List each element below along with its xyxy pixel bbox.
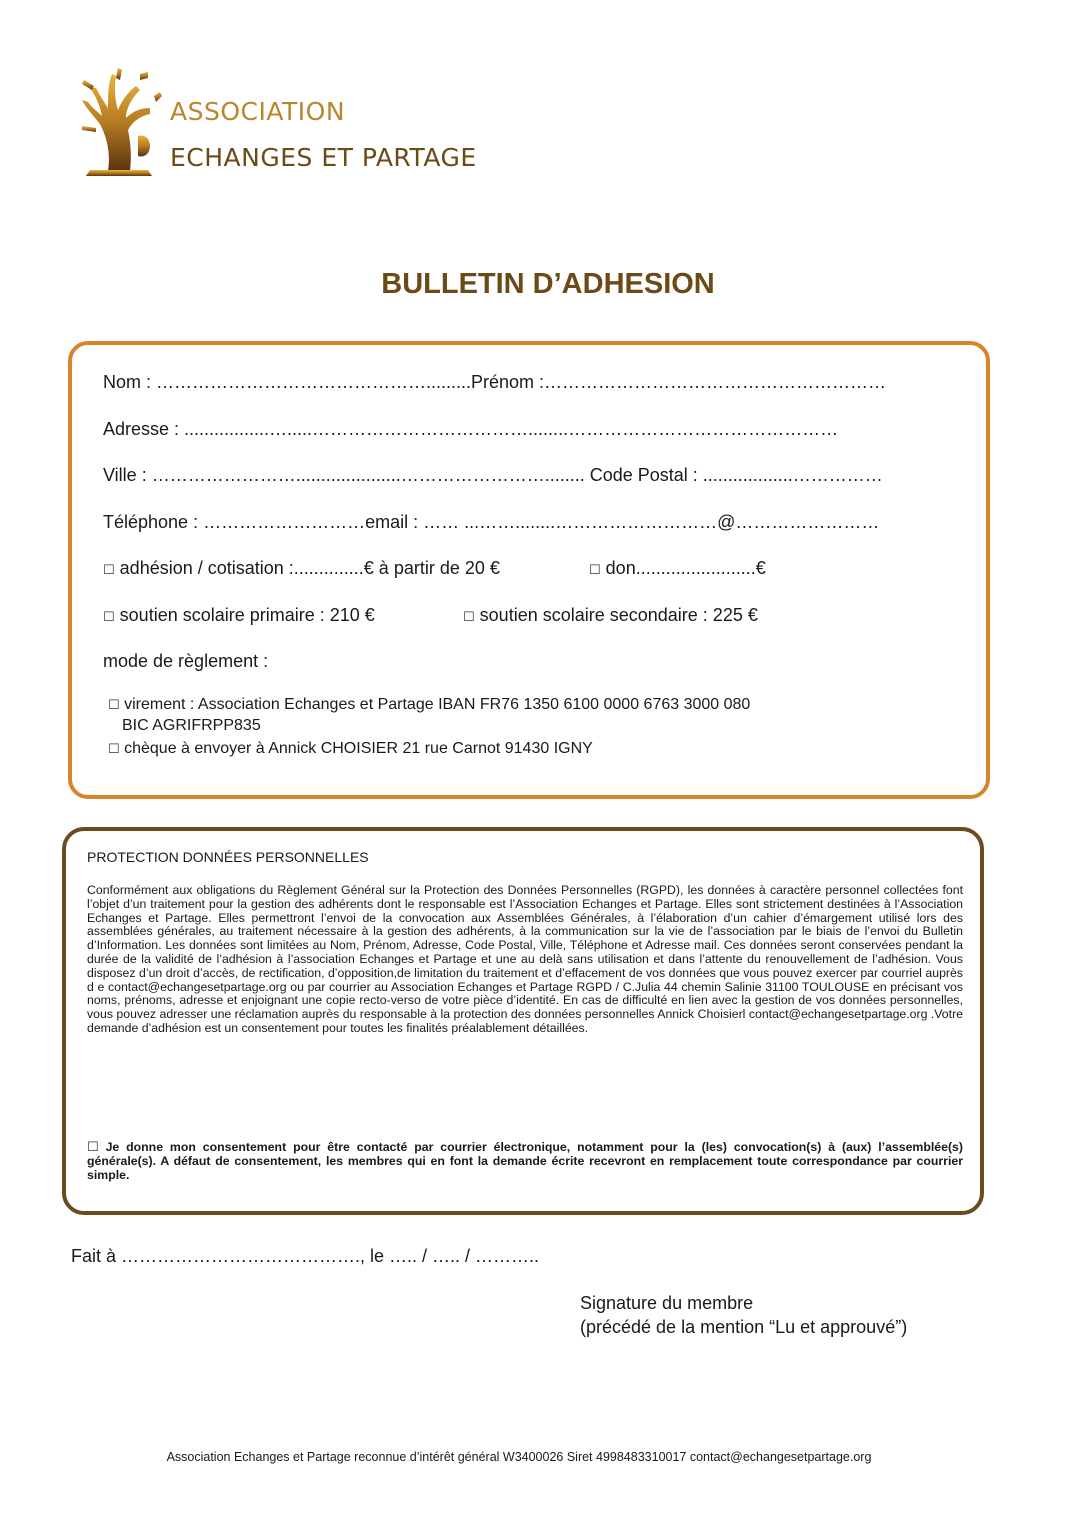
logo-text-association: ASSOCIATION	[170, 97, 346, 126]
bic-label: BIC AGRIFRPP835	[122, 717, 261, 734]
don-option[interactable]	[589, 558, 766, 579]
adhesion-label: adhésion / cotisation :..............€ à partir de 20 €	[119, 558, 500, 578]
checkbox-icon[interactable]: ☐	[103, 610, 115, 625]
secondaire-label: soutien scolaire secondaire : 225 €	[479, 605, 758, 625]
secondaire-option[interactable]	[463, 605, 758, 626]
cheque-label: chèque à envoyer à Annick CHOISIER 21 rue Carnot 91430 IGNY	[124, 740, 593, 757]
mode-reglement-label: mode de règlement :	[103, 651, 269, 671]
nom-prenom-field[interactable]: Nom : ……………………………………….........Prénom :…………………………………………………	[103, 372, 887, 392]
page-title: BULLETIN D’ADHESION	[381, 268, 715, 300]
privacy-text: Conformément aux obligations du Règlement Général sur la Protection des Données Personnelles (RGPD), les données à caractère personnel collectées font l’objet d’un traitement pour la gestion des adhérents dont le responsable est l’Association Echanges et Partage. Elles sont strictement destinées à l’Association Echanges et Partage. Elles permettront l’envoi de la convocation aux Assemblées Générales, à l’élaboration d’un cahier d’émargement utilisé lors des assemblées générales, au traitement nécessaire à la gestion des adhérents, à la communication sur la vie de l’association par le biais de l’envoi du Bulletin d’Information. Les données sont limitées au Nom, Prénom, Adresse, Code Postal, Ville, Téléphone et Adresse mail. Ces données seront conservées pendant la durée de la validité de l’adhésion à l’association Echanges et Partage et une au delà sans utilisation et dans l’attente du renouvellement de l’adhésion. Vous disposez d’un droit d’accès, de rectification, d’opposition,de limitation du traitement et d’effacement de vos données que vous pouvez exercer par courriel auprès d e contact@echangesetpartage.org ou par courrier au Association Echanges et Partage RGPD / C.Julia 44 chemin Salinie 31100 TOULOUSE en précisant vos noms, prénoms, adresse et enjoignant une copie recto-verso de votre pièce d’identité. En cas de difficulté en lien avec la gestion de vos données personnelles, vous pouvez adresser une réclamation auprès du responsable à la protection des données personnelles Annick Choisierl contact@echangesetpartage.org .Votre demande d’adhésion est un consentement pour toutes les finalités préalablement détaillées.	[87, 883, 963, 1035]
fait-a-field[interactable]: Fait à …………………………………., le ….. / ….. / ………..	[71, 1246, 540, 1266]
checkbox-icon[interactable]: ☐	[108, 698, 120, 713]
consent-text: Je donne mon consentement pour être contacté par courrier électronique, notamment pour la (les) convocation(s) à (aux) l’assemblée(s) générale(s). A défaut de consentement, les membres qui en font la demande écrite recevront en remplacement toute correspondance par courrier simple.	[87, 1140, 963, 1182]
virement-option[interactable]	[108, 696, 750, 714]
primaire-option[interactable]	[103, 605, 375, 626]
privacy-heading: PROTECTION DONNÉES PERSONNELLES	[87, 849, 369, 865]
cheque-option[interactable]	[108, 740, 593, 758]
don-label: don........................€	[605, 558, 766, 578]
signature-label: Signature du membre	[580, 1293, 754, 1313]
checkbox-icon[interactable]: ☐	[463, 610, 475, 625]
ville-codepostal-field[interactable]: Ville : …………………….....................……………………........ Code Postal : ..................……………	[103, 465, 883, 485]
primaire-label: soutien scolaire primaire : 210 €	[119, 605, 375, 625]
logo-text-name: ECHANGES ET PARTAGE	[170, 143, 477, 172]
footer-text: Association Echanges et Partage reconnue d’intérêt général W3400026 Siret 4998483310017 contact@echangesetpartage.org	[166, 1450, 872, 1464]
adresse-field[interactable]: Adresse : .................….....………………………………........………………………………………	[103, 419, 839, 439]
tree-icon	[78, 66, 168, 181]
checkbox-icon[interactable]: ☐	[103, 563, 115, 578]
virement-label: virement : Association Echanges et Partage IBAN FR76 1350 6100 0000 6763 3000 080	[124, 696, 751, 713]
checkbox-icon[interactable]: ☐	[589, 563, 601, 578]
signature-mention: (précédé de la mention “Lu et approuvé”)	[580, 1317, 908, 1337]
adhesion-option[interactable]	[103, 558, 500, 579]
telephone-email-field[interactable]: Téléphone : ………………………email : …… ...……........………………………@……………………	[103, 512, 880, 532]
checkbox-icon[interactable]: ☐	[108, 742, 120, 757]
checkbox-icon[interactable]: ☐	[87, 1140, 99, 1155]
consent-option[interactable]	[87, 1141, 963, 1182]
